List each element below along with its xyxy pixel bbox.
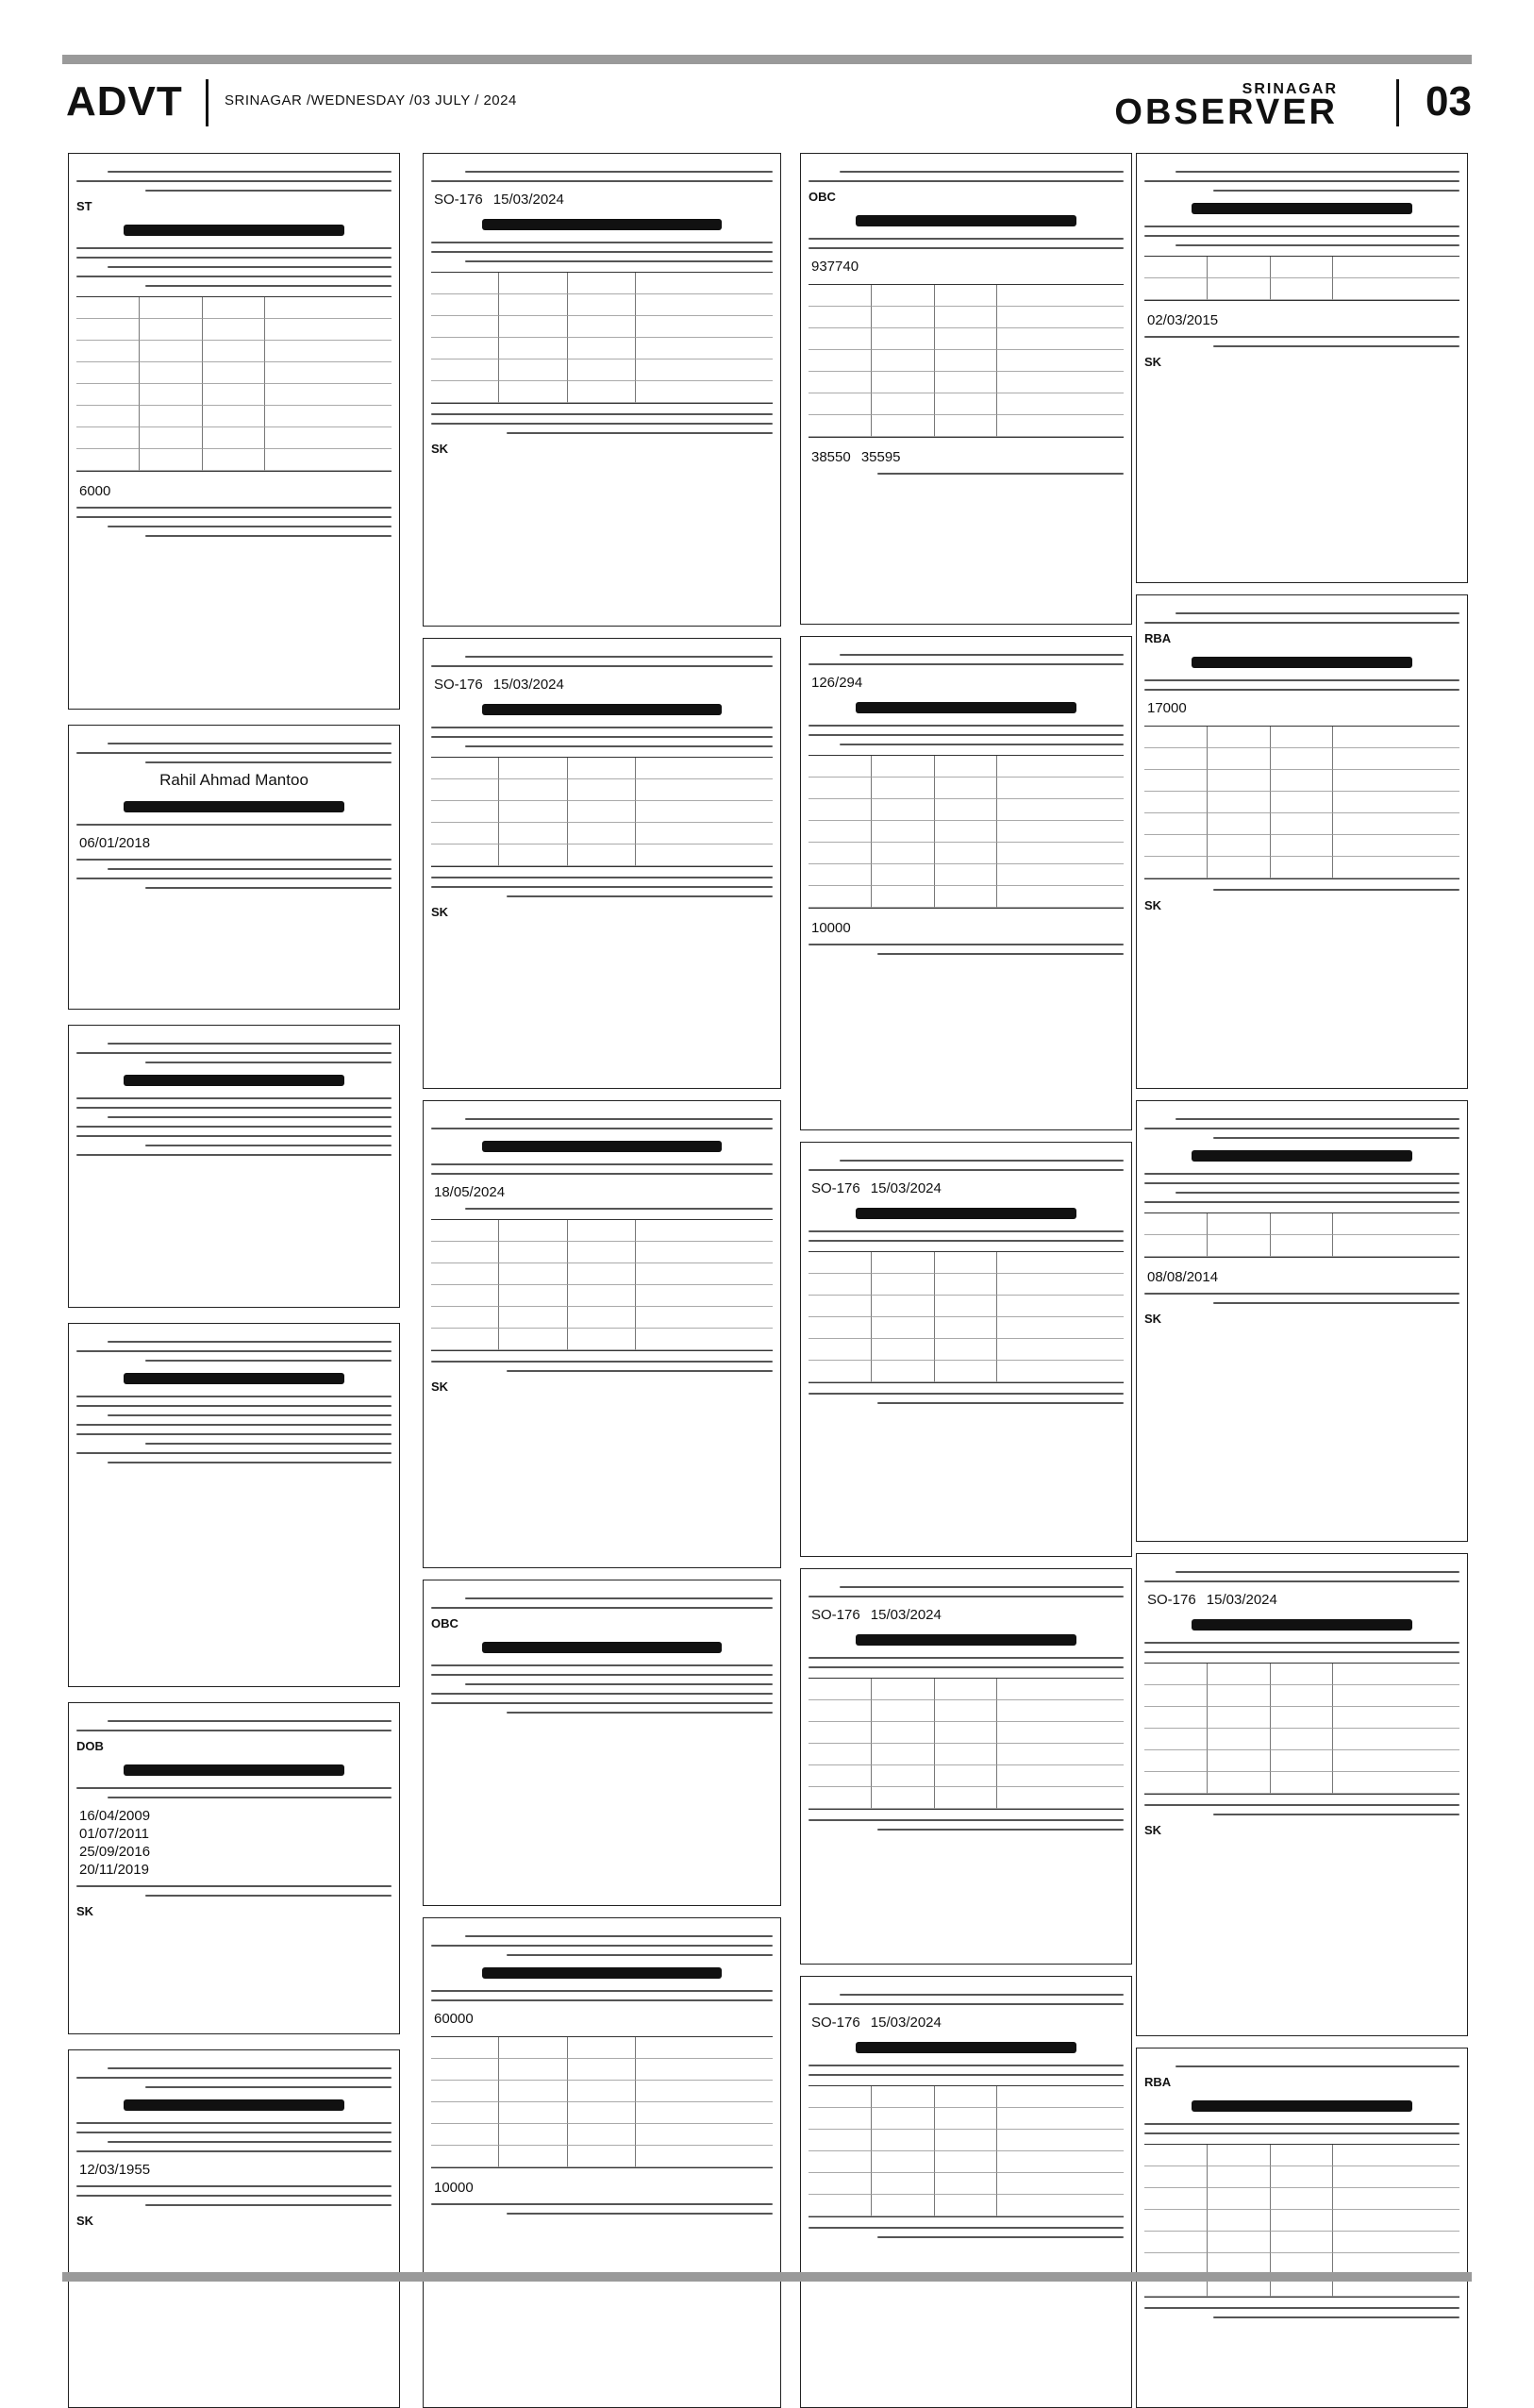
tag-obc: OBC xyxy=(431,1616,459,1630)
date-value: 15/03/2024 xyxy=(868,2015,944,2031)
date-value: 25/09/2016 xyxy=(76,1844,153,1860)
date-value: 02/03/2015 xyxy=(1144,312,1221,328)
income-value: 10000 xyxy=(431,2180,476,2196)
advertisement xyxy=(1136,1553,1468,2036)
brand-city: SRINAGAR xyxy=(1242,81,1338,97)
advertisement xyxy=(423,638,781,1089)
ad-table xyxy=(809,755,1124,909)
advertisement xyxy=(68,1323,400,1687)
signature-tag: SK xyxy=(1144,355,1162,369)
advertisement xyxy=(800,153,1132,625)
advertisement xyxy=(800,1568,1132,1965)
advertisement xyxy=(68,153,400,710)
ad-table xyxy=(809,284,1124,438)
ad-heading xyxy=(856,215,1076,226)
ad-heading xyxy=(1192,203,1412,214)
date-value: 16/04/2009 xyxy=(76,1808,153,1824)
ad-heading xyxy=(856,2042,1076,2053)
header-divider-right xyxy=(1396,79,1399,126)
ad-heading xyxy=(124,1764,344,1776)
advertisement xyxy=(423,1580,781,1906)
ad-heading xyxy=(124,1075,344,1086)
signature-tag: SK xyxy=(76,2214,94,2228)
brand-name: OBSERVER xyxy=(1114,92,1338,132)
ad-heading xyxy=(124,225,344,236)
tag-rba: RBA xyxy=(1144,2075,1172,2089)
date-value: 12/03/1955 xyxy=(76,2162,153,2178)
advertisement xyxy=(800,1142,1132,1557)
signature-tag: SK xyxy=(1144,898,1162,912)
ad-heading xyxy=(1192,1150,1412,1162)
advertisement xyxy=(800,636,1132,1130)
date-value: 15/03/2024 xyxy=(491,192,567,208)
date-value: 18/05/2024 xyxy=(431,1184,508,1200)
ad-table xyxy=(1144,256,1459,301)
ad-heading xyxy=(482,1141,721,1152)
date-value: 15/03/2024 xyxy=(1204,1592,1280,1608)
advertisement xyxy=(1136,1100,1468,1542)
page-header xyxy=(62,77,1472,130)
signature-tag: SK xyxy=(76,1904,94,1918)
ad-heading xyxy=(1192,2100,1412,2112)
ad-table xyxy=(809,1251,1124,1383)
ad-heading xyxy=(856,1634,1076,1646)
tag-rba: RBA xyxy=(1144,631,1172,645)
advertisement xyxy=(1136,153,1468,583)
ad-table xyxy=(431,2036,773,2168)
ad-table xyxy=(76,296,392,472)
income-value: 6000 xyxy=(76,483,113,499)
advertisement xyxy=(800,1976,1132,2408)
applicant-name: Rahil Ahmad Mantoo xyxy=(159,771,308,789)
date-value: 15/03/2024 xyxy=(868,1607,944,1623)
ad-table xyxy=(1144,726,1459,879)
ad-heading xyxy=(482,704,721,715)
top-rule xyxy=(62,55,1472,64)
ad-heading xyxy=(124,2099,344,2111)
ad-table xyxy=(1144,1212,1459,1258)
tag-st: ST xyxy=(76,199,92,213)
reference-number: SO-176 xyxy=(809,2015,863,2031)
reference-number: SO-176 xyxy=(809,1180,863,1196)
ad-table xyxy=(1144,1663,1459,1795)
signature-tag: SK xyxy=(1144,1823,1162,1837)
date-value: 15/03/2024 xyxy=(491,677,567,693)
signature-tag: SK xyxy=(431,905,449,919)
section-label: ADVT xyxy=(66,78,183,125)
date-value: 20/11/2019 xyxy=(76,1862,152,1878)
income-value: 937740 xyxy=(809,259,861,275)
ad-table xyxy=(809,2085,1124,2217)
date-value: 01/07/2011 xyxy=(76,1826,152,1842)
table-value: 35595 xyxy=(859,449,904,465)
ad-table xyxy=(809,1678,1124,1810)
ad-heading xyxy=(856,1208,1076,1219)
ad-heading xyxy=(124,801,344,812)
income-value: 60000 xyxy=(431,2011,476,2027)
advertisement xyxy=(68,2049,400,2408)
ad-table xyxy=(431,1219,773,1351)
reference-number: SO-176 xyxy=(809,1607,863,1623)
page-number: 03 xyxy=(1426,78,1472,125)
ad-table xyxy=(431,757,773,867)
ad-heading xyxy=(856,702,1076,713)
advertisement xyxy=(423,1100,781,1568)
advertisement xyxy=(68,1025,400,1308)
tag-obc: OBC xyxy=(809,190,836,204)
ad-heading xyxy=(124,1373,344,1384)
signature-tag: SK xyxy=(1144,1312,1162,1326)
ad-table xyxy=(431,272,773,404)
ad-heading xyxy=(1192,1619,1412,1630)
ad-heading xyxy=(482,1967,721,1979)
advertisement xyxy=(1136,594,1468,1089)
tag-dob: DOB xyxy=(76,1739,104,1753)
signature-tag: SK xyxy=(431,442,449,456)
advertisement xyxy=(68,1702,400,2034)
reference-number: 126/294 xyxy=(809,675,865,691)
date-value: 06/01/2018 xyxy=(76,835,153,851)
header-divider xyxy=(206,79,208,126)
reference-number: SO-176 xyxy=(431,192,486,208)
advertisement xyxy=(68,725,400,1010)
advertisement xyxy=(423,153,781,627)
ad-heading xyxy=(482,1642,721,1653)
income-value: 10000 xyxy=(809,920,854,936)
bottom-rule xyxy=(62,2272,1472,2282)
signature-tag: SK xyxy=(431,1380,449,1394)
date-value: 15/03/2024 xyxy=(868,1180,944,1196)
advertisement xyxy=(423,1917,781,2408)
ad-heading xyxy=(482,219,721,230)
ad-heading xyxy=(1192,657,1412,668)
income-value: 17000 xyxy=(1144,700,1190,716)
reference-number: SO-176 xyxy=(1144,1592,1199,1608)
table-value: 38550 xyxy=(809,449,854,465)
dateline: SRINAGAR /WEDNESDAY /03 JULY / 2024 xyxy=(225,92,517,109)
reference-number: SO-176 xyxy=(431,677,486,693)
date-value: 08/08/2014 xyxy=(1144,1269,1221,1285)
